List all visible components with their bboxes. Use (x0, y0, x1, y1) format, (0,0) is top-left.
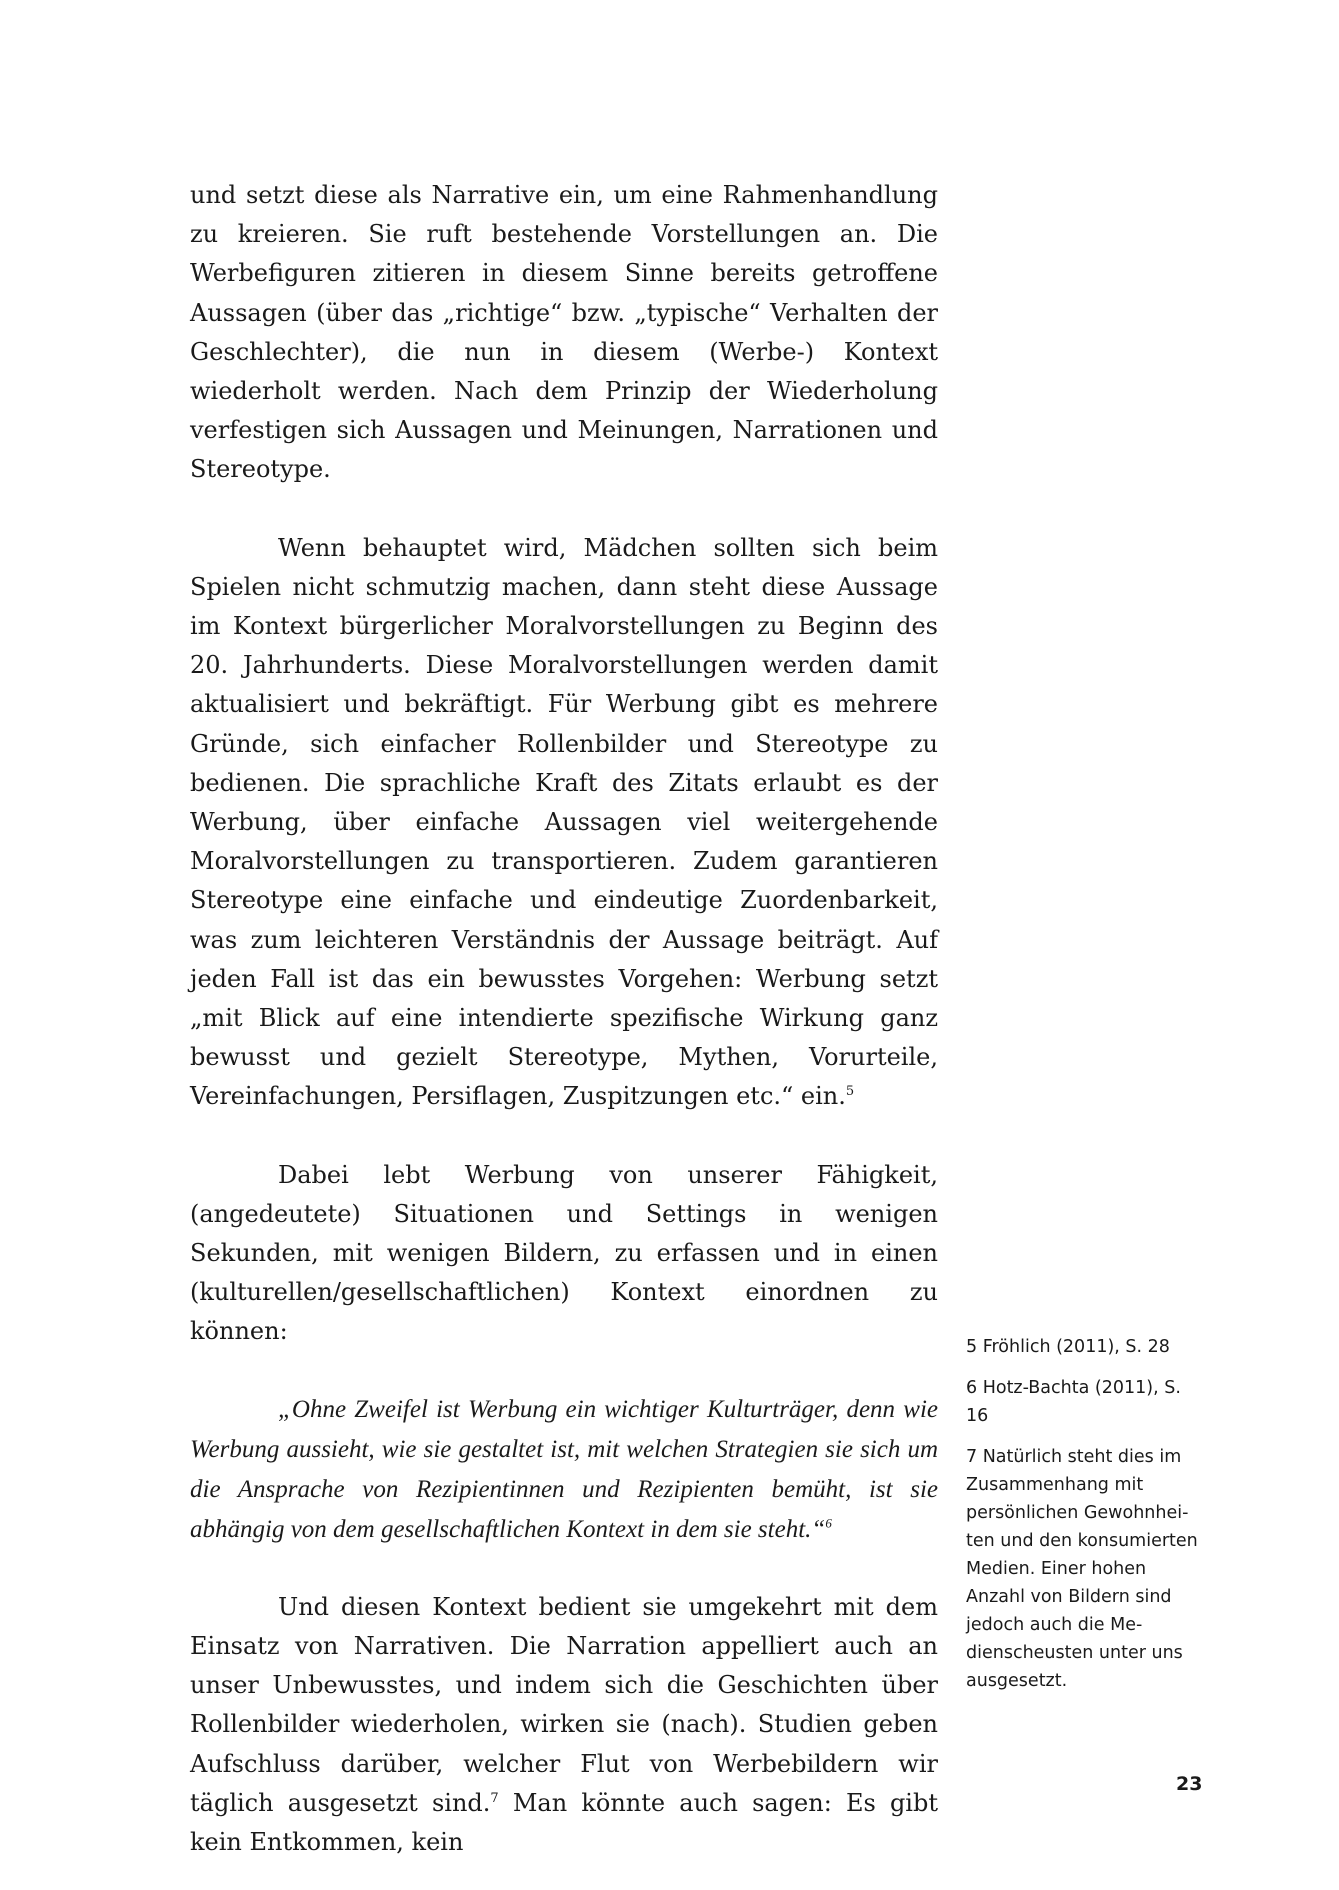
body-paragraph-1: und setzt diese als Narrative ein, um eine Rahmenhandlung zu kreieren. Sie ruft bestehende Vorstellungen an. Die Werbefiguren zitieren in diesem Sinne bereits getroffene Aussagen (über das „richtige“ bzw. „typische“ Verhalten der Geschlechter), die nun in diesem (Werbe-) Kontext wiederholt werden. Nach dem Prinzip der Wiederholung verfestigen sich Aussagen und Meinungen, Narrationen und Stereotype. (190, 181, 938, 484)
body-paragraph-4-text: Und diesen Kontext bedient sie umgekehrt mit dem Einsatz von Narrativen. Die Narration appelliert auch an unser Unbewusstes, und indem sich die Geschichten über Rollenbilder wiederholen, wirken sie (nach). Studien geben Aufschluss darüber, welcher Flut von Werbebildern wir täglich ausgesetzt sind. (190, 1592, 938, 1817)
footnote-ref-6: 6 (825, 1515, 832, 1531)
block-quote (190, 1390, 938, 1550)
body-paragraph-4-continuation: Man könnte auch sagen: Es gibt kein Entkommen, kein (190, 1788, 938, 1856)
footnote-5: 5 Fröhlich (2011), S. 28 (966, 1337, 1170, 1357)
footnotes-sidebar (966, 1333, 1206, 1708)
body-paragraph-2-text: Wenn behauptet wird, Mädchen sollten sich beim Spielen nicht schmutzig machen, dann steht diese Aussage im Kontext bürgerlicher Moralvorstellungen zu Beginn des 20. Jahrhunderts. Diese Moralvorstellungen werden damit aktualisiert und bekräftigt. Für Werbung gibt es mehrere Gründe, sich einfacher Rollenbilder und Stereotype zu bedienen. Die sprachliche Kraft des Zitats erlaubt es der Werbung, über einfache Aussagen viel weitergehende Moralvorstellungen zu transportieren. Zudem garantieren Stereotype eine einfache und eindeutige Zuordenbarkeit, was zum leichteren Verständnis der Aussage beiträgt. Auf jeden Fall ist das ein bewusstes Vorgehen: Werbung setzt „mit Blick auf eine intendierte spezifische Wirkung ganz bewusst und gezielt Stereotype, Mythen, Vorurteile, Vereinfachungen, Persiflagen, Zuspitzungen etc.“ ein. (190, 533, 938, 1111)
main-text-column (190, 176, 938, 1862)
page-number: 23 (1176, 1773, 1203, 1795)
block-quote-text: „Ohne Zweifel ist Werbung ein wichtiger Kulturträger, denn wie Werbung aussieht, wie sie gestaltet ist, mit welchen Strategien sie sich um die Ansprache von Rezipientinnen und Rezipienten bemüht, ist sie abhängig von dem gesellschaftlichen Kontext in dem sie steht.“ (190, 1395, 938, 1543)
body-paragraph-3: Dabei lebt Werbung von unserer Fähigkeit, (angedeutete) Situationen und Settings in wenigen Sekunden, mit wenigen Bildern, zu erfassen und in einen (kulturellen/gesellschaftlichen) Kontext einordnen zu können: (190, 1160, 938, 1346)
body-paragraph-2 (190, 529, 938, 1117)
footnote-ref-7: 7 (490, 1790, 499, 1806)
body-paragraph-4 (190, 1588, 938, 1862)
footnote-ref-5: 5 (845, 1084, 855, 1100)
footnote-7: 7 Natürlich steht dies im Zusammenhang mit persönlichen Gewohnheiten und den konsumierten Medien. Einer hohen Anzahl von Bildern sind jedoch auch die Medienscheusten unter uns ausgesetzt. (966, 1447, 1198, 1691)
footnote-6: 6 Hotz-Bachta (2011), S. 16 (966, 1378, 1181, 1426)
